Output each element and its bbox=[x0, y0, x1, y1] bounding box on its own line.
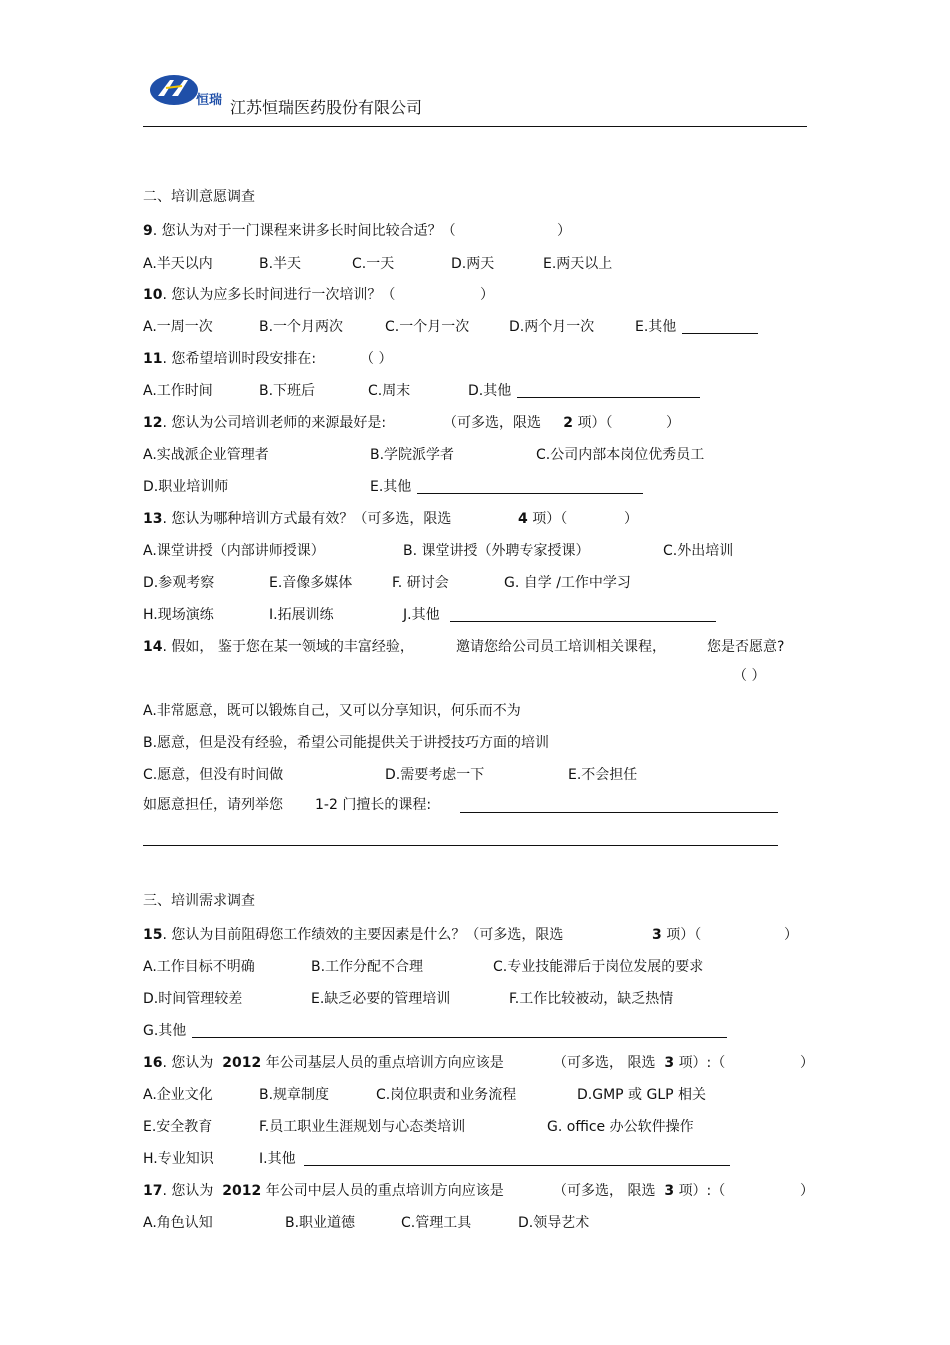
option-d[interactable]: D.其他 bbox=[468, 383, 512, 399]
option-b[interactable]: B.半天 bbox=[259, 256, 302, 272]
question-9 bbox=[143, 222, 456, 240]
question-15 bbox=[143, 926, 563, 944]
option-e[interactable]: E.音像多媒体 bbox=[269, 575, 353, 591]
hint-text: （可多选， 限选 bbox=[553, 1183, 656, 1199]
option-a[interactable]: A.实战派企业管理者 bbox=[143, 447, 269, 463]
question-text: . 您认为目前阻碍您工作绩效的主要因素是什么？（可多选，限选 bbox=[162, 927, 564, 943]
selection-hint bbox=[518, 510, 567, 528]
header-divider bbox=[143, 126, 807, 127]
other-blank[interactable] bbox=[517, 397, 700, 398]
course-list-prompt-2: 1-2 门擅长的课程: bbox=[315, 797, 432, 813]
option-d[interactable]: D.需要考虑一下 bbox=[385, 767, 485, 783]
option-d[interactable]: D.时间管理较差 bbox=[143, 991, 243, 1007]
question-17 bbox=[143, 1182, 504, 1200]
answer-paren[interactable]: （ ） bbox=[360, 351, 393, 367]
option-d[interactable]: D.参观考察 bbox=[143, 575, 215, 591]
option-e[interactable]: E.其他 bbox=[635, 319, 677, 335]
option-a[interactable]: A.一周一次 bbox=[143, 319, 213, 335]
option-a[interactable]: A.企业文化 bbox=[143, 1087, 213, 1103]
option-a[interactable]: A.工作目标不明确 bbox=[143, 959, 255, 975]
option-g[interactable]: G. office 办公软件操作 bbox=[547, 1119, 694, 1135]
course-list-prompt: 如愿意担任，请列举您 bbox=[143, 797, 283, 813]
question-text: . 您认为 bbox=[162, 1183, 214, 1199]
option-c[interactable]: C.管理工具 bbox=[401, 1215, 472, 1231]
question-text: . 假如， 鉴于您在某一领域的丰富经验， bbox=[162, 639, 414, 655]
selection-hint bbox=[652, 926, 701, 944]
option-a[interactable]: A.非常愿意，既可以锻炼自己，又可以分享知识，何乐而不为 bbox=[143, 703, 521, 719]
option-c[interactable]: C.一天 bbox=[352, 256, 395, 272]
answer-paren-close: ） bbox=[784, 927, 798, 943]
question-text: . 您认为对于一门课程来讲多长时间比较合适？（ bbox=[152, 223, 456, 239]
selection-hint bbox=[553, 1182, 725, 1200]
question-text-3: 您是否愿意? bbox=[707, 639, 785, 655]
option-b[interactable]: B.规章制度 bbox=[259, 1087, 330, 1103]
question-text-2: 年公司中层人员的重点培训方向应该是 bbox=[265, 1183, 504, 1199]
option-e[interactable]: E.不会担任 bbox=[568, 767, 638, 783]
company-name: 江苏恒瑞医药股份有限公司 bbox=[230, 98, 423, 117]
option-c[interactable]: C.外出培训 bbox=[663, 543, 734, 559]
hint-text-2: 项）:（ bbox=[678, 1055, 726, 1071]
other-blank[interactable] bbox=[304, 1165, 730, 1166]
option-e[interactable]: E.其他 bbox=[370, 479, 412, 495]
option-g[interactable]: G.其他 bbox=[143, 1023, 187, 1039]
hint-text-2: 项）（ bbox=[532, 511, 568, 527]
hint-number: 4 bbox=[518, 511, 528, 527]
option-a[interactable]: A.角色认知 bbox=[143, 1215, 213, 1231]
question-12 bbox=[143, 414, 386, 432]
course-blank-1[interactable] bbox=[460, 812, 778, 813]
option-b[interactable]: B.职业道德 bbox=[285, 1215, 356, 1231]
question-year: 2012 bbox=[222, 1183, 262, 1199]
question-number: 14 bbox=[143, 639, 163, 655]
question-number: 15 bbox=[143, 927, 163, 943]
option-g[interactable]: G. 自学 /工作中学习 bbox=[504, 575, 631, 591]
answer-paren[interactable]: （ ） bbox=[733, 668, 766, 684]
answer-paren-close: ） bbox=[624, 511, 638, 527]
question-number: 12 bbox=[143, 415, 163, 431]
question-10 bbox=[143, 286, 395, 304]
logo-text: 恒瑞 bbox=[196, 93, 223, 108]
hint-number: 3 bbox=[664, 1055, 675, 1071]
question-number: 10 bbox=[143, 287, 163, 303]
option-b[interactable]: B.工作分配不合理 bbox=[311, 959, 424, 975]
other-blank[interactable] bbox=[417, 493, 643, 494]
hint-text-2: 项）:（ bbox=[678, 1183, 726, 1199]
option-d[interactable]: D.领导艺术 bbox=[518, 1215, 590, 1231]
option-b[interactable]: B.下班后 bbox=[259, 383, 316, 399]
option-e[interactable]: E.缺乏必要的管理培训 bbox=[311, 991, 451, 1007]
question-text: . 您认为 bbox=[162, 1055, 214, 1071]
selection-hint bbox=[443, 414, 612, 432]
option-c[interactable]: C.岗位职责和业务流程 bbox=[376, 1087, 517, 1103]
question-text-2: 邀请您给公司员工培训相关课程， bbox=[456, 639, 666, 655]
option-c[interactable]: C.公司内部本岗位优秀员工 bbox=[536, 447, 705, 463]
question-text: . 您认为应多长时间进行一次培训？（ bbox=[162, 287, 396, 303]
question-16 bbox=[143, 1054, 504, 1072]
hint-number: 2 bbox=[563, 415, 574, 431]
option-c[interactable]: C.周末 bbox=[368, 383, 411, 399]
question-text: . 您希望培训时段安排在: bbox=[162, 351, 317, 367]
option-b[interactable]: B.一个月两次 bbox=[259, 319, 344, 335]
option-a[interactable]: A.课堂讲授（内部讲师授课） bbox=[143, 543, 325, 559]
question-number: 9 bbox=[143, 223, 153, 239]
option-e[interactable]: E.两天以上 bbox=[543, 256, 613, 272]
hint-text: （可多选， 限选 bbox=[553, 1055, 656, 1071]
option-d[interactable]: D.两个月一次 bbox=[509, 319, 595, 335]
hint-text-2: 项）（ bbox=[666, 927, 702, 943]
question-text-2: 年公司基层人员的重点培训方向应该是 bbox=[265, 1055, 504, 1071]
option-c[interactable]: C.一个月一次 bbox=[385, 319, 470, 335]
option-b[interactable]: B. 课堂讲授（外聘专家授课） bbox=[403, 543, 590, 559]
hint-number: 3 bbox=[664, 1183, 675, 1199]
question-year: 2012 bbox=[222, 1055, 262, 1071]
hint-number: 3 bbox=[652, 927, 662, 943]
option-d[interactable]: D.两天 bbox=[451, 256, 495, 272]
answer-paren-close: ） bbox=[800, 1055, 814, 1071]
option-c[interactable]: C.专业技能滞后于岗位发展的要求 bbox=[493, 959, 704, 975]
other-blank[interactable] bbox=[192, 1037, 727, 1038]
option-j[interactable]: J.其他 bbox=[403, 607, 440, 623]
option-f[interactable]: F.工作比较被动，缺乏热情 bbox=[509, 991, 674, 1007]
option-c[interactable]: C.愿意，但没有时间做 bbox=[143, 767, 284, 783]
answer-paren-close: ） bbox=[666, 415, 680, 431]
other-blank[interactable] bbox=[682, 333, 758, 334]
answer-paren-close: ） bbox=[480, 287, 494, 303]
option-i[interactable]: I.其他 bbox=[259, 1151, 296, 1167]
option-h[interactable]: H.专业知识 bbox=[143, 1151, 214, 1167]
question-text: . 您认为公司培训老师的来源最好是: bbox=[162, 415, 387, 431]
option-i[interactable]: I.拓展训练 bbox=[269, 607, 334, 623]
question-number: 17 bbox=[143, 1183, 163, 1199]
question-text: . 您认为哪种培训方式最有效？（可多选，限选 bbox=[162, 511, 452, 527]
question-13 bbox=[143, 510, 451, 528]
answer-paren-close: ） bbox=[800, 1183, 814, 1199]
option-h[interactable]: H.现场演练 bbox=[143, 607, 214, 623]
option-b[interactable]: B.学院派学者 bbox=[370, 447, 455, 463]
company-logo bbox=[148, 70, 228, 110]
section-title: 三、培训需求调查 bbox=[143, 893, 255, 909]
option-a[interactable]: A.工作时间 bbox=[143, 383, 213, 399]
question-number: 11 bbox=[143, 351, 163, 367]
selection-hint bbox=[553, 1054, 725, 1072]
course-blank-2[interactable] bbox=[143, 845, 778, 846]
option-f[interactable]: F. 研讨会 bbox=[392, 575, 449, 591]
hint-text: （可多选，限选 bbox=[443, 415, 541, 431]
answer-paren-close: ） bbox=[557, 223, 571, 239]
option-a[interactable]: A.半天以内 bbox=[143, 256, 213, 272]
option-d[interactable]: D.职业培训师 bbox=[143, 479, 229, 495]
question-11 bbox=[143, 350, 316, 368]
logo-ellipse bbox=[150, 75, 198, 105]
question-number: 16 bbox=[143, 1055, 163, 1071]
hint-text-2: 项）（ bbox=[577, 415, 613, 431]
question-14 bbox=[143, 638, 414, 656]
option-d[interactable]: D.GMP 或 GLP 相关 bbox=[577, 1087, 707, 1103]
question-number: 13 bbox=[143, 511, 163, 527]
option-b[interactable]: B.愿意，但是没有经验，希望公司能提供关于讲授技巧方面的培训 bbox=[143, 735, 550, 751]
section-title: 二、培训意愿调查 bbox=[143, 189, 255, 205]
other-blank[interactable] bbox=[450, 621, 716, 622]
option-e[interactable]: E.安全教育 bbox=[143, 1119, 213, 1135]
option-f[interactable]: F.员工职业生涯规划与心态类培训 bbox=[259, 1119, 466, 1135]
